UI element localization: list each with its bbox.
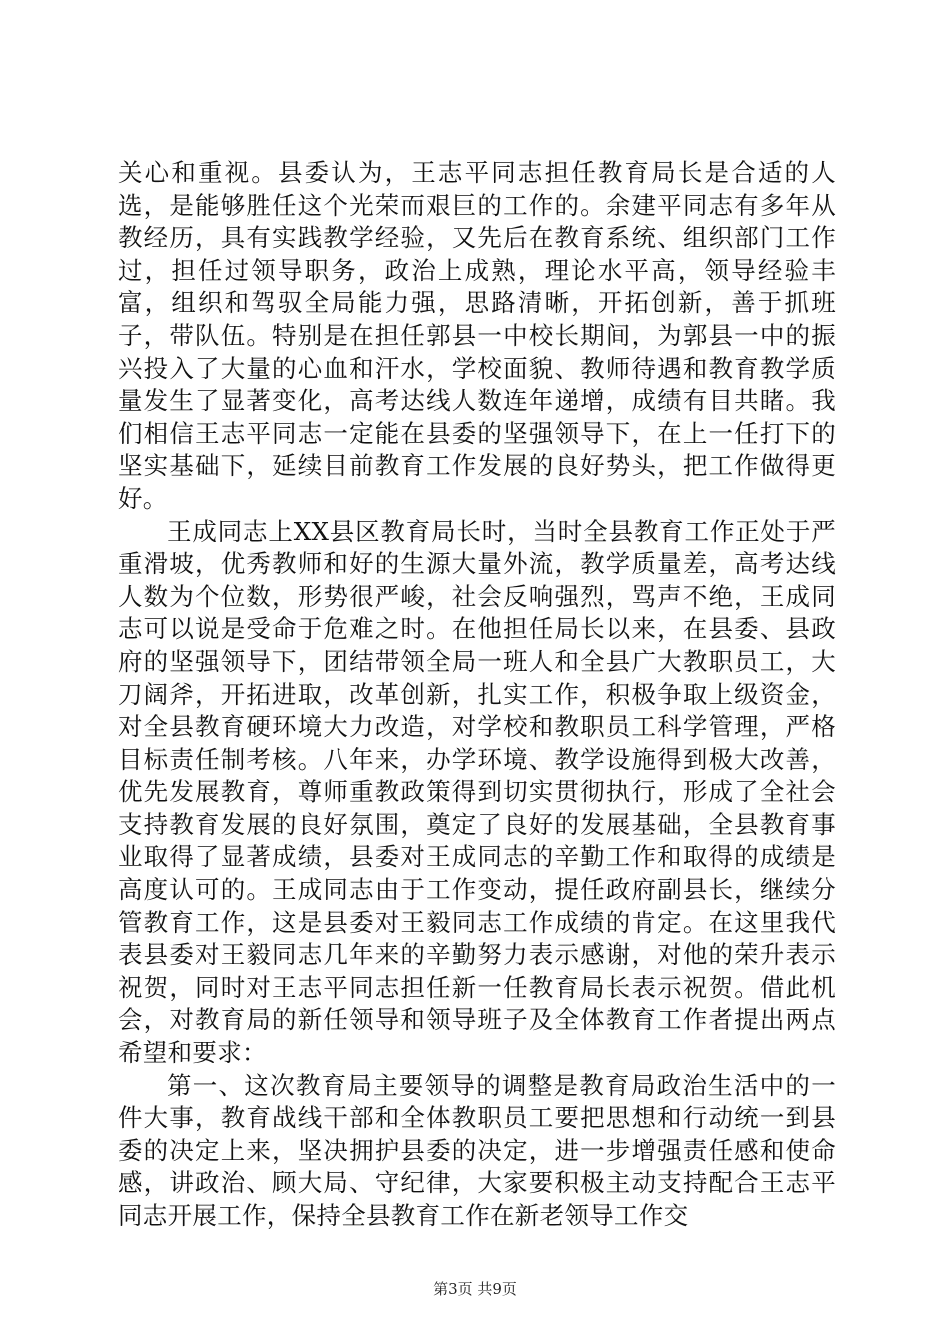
page-number-footer: 第3页 共9页	[433, 1280, 517, 1298]
paragraph-3: 第一、这次教育局主要领导的调整是教育局政治生活中的一件大事，教育战线干部和全体教职员工要把思想和行动统一到县委的决定上来，坚决拥护县委的决定，进一步增强责任感和使命感，讲政治、顾大局、守纪律，大家要积极主动支持配合王志平同志开展工作，保持全县教育工作在新老领导工作交	[118, 1070, 836, 1230]
paragraph-2: 王成同志上XX县区教育局长时，当时全县教育工作正处于严重滑坡，优秀教师和好的生源大量外流，教学质量差，高考达线人数为个位数，形势很严峻，社会反响强烈，骂声不绝，王成同志可以说是受命于危难之时。在他担任局长以来，在县委、县政府的坚强领导下，团结带领全局一班人和全县广大教职员工，大刀阔斧，开拓进取，改革创新，扎实工作，积极争取上级资金，对全县教育硬环境大力改造，对学校和教职员工科学管理，严格目标责任制考核。八年来，办学环境、教学设施得到极大改善，优先发展教育，尊师重教政策得到切实贯彻执行，形成了全社会支持教育发展的良好氛围，奠定了良好的发展基础，全县教育事业取得了显著成绩，县委对王成同志的辛勤工作和取得的成绩是高度认可的。王成同志由于工作变动，提任政府副县长，继续分管教育工作，这是县委对王毅同志工作成绩的肯定。在这里我代表县委对王毅同志几年来的辛勤努力表示感谢，对他的荣升表示祝贺，同时对王志平同志担任新一任教育局长表示祝贺。借此机会，对教育局的新任领导和领导班子及全体教育工作者提出两点希望和要求：	[118, 516, 836, 1068]
paragraph-1: 关心和重视。县委认为，王志平同志担任教育局长是合适的人选，是能够胜任这个光荣而艰巨的工作的。余建平同志有多年从教经历，具有实践教学经验，又先后在教育系统、组织部门工作过，担任过领导职务，政治上成熟，理论水平高，领导经验丰富，组织和驾驭全局能力强，思路清晰，开拓创新，善于抓班子，带队伍。特别是在担任郭县一中校长期间，为郭县一中的振兴投入了大量的心血和汗水，学校面貌、教师待遇和教育教学质量发生了显著变化，高考达线人数连年递增，成绩有目共睹。我们相信王志平同志一定能在县委的坚强领导下，在上一任打下的坚实基础下，延续目前教育工作发展的良好势头，把工作做得更好。	[118, 158, 836, 513]
document-body	[118, 157, 836, 1233]
